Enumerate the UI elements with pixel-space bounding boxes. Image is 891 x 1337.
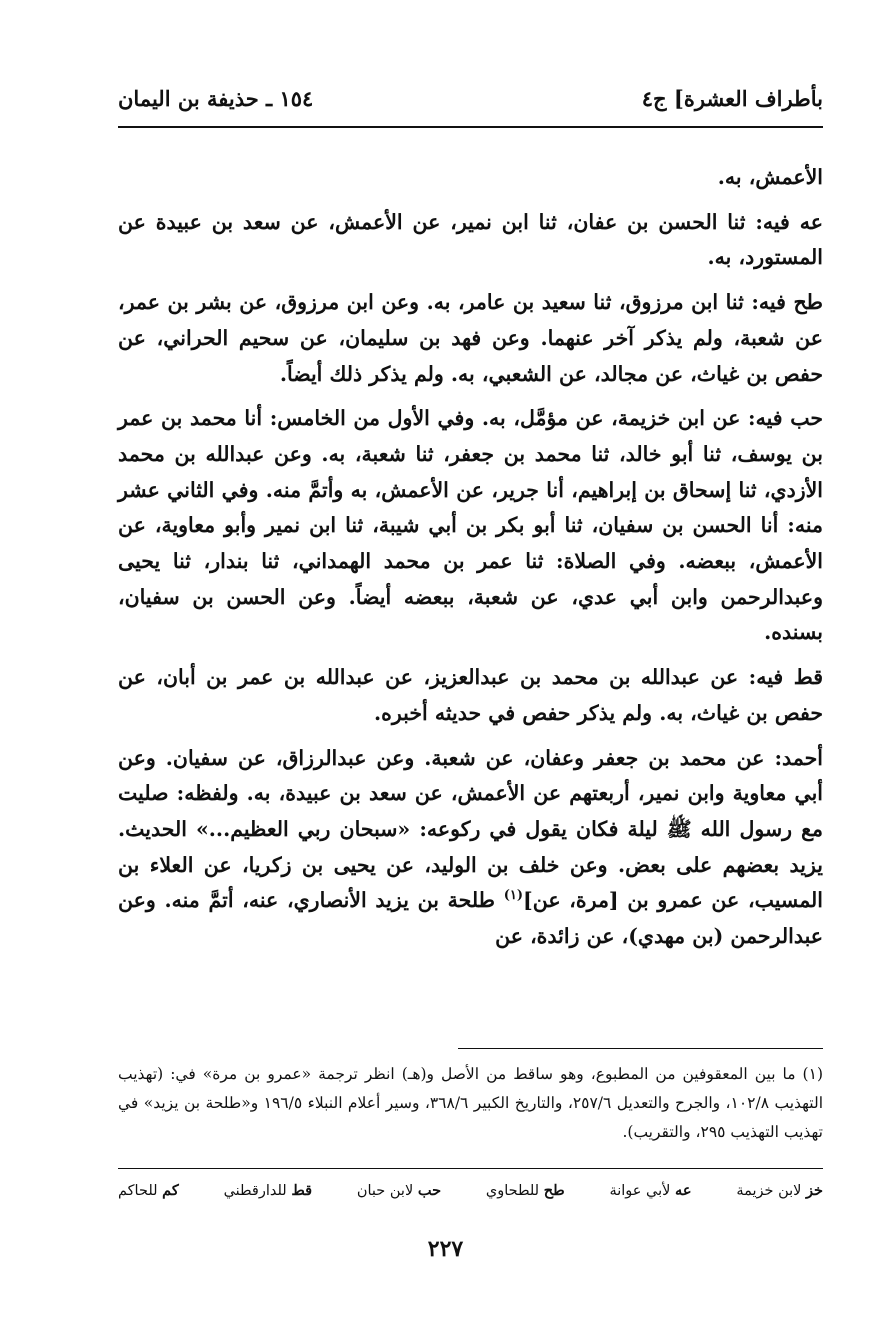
paragraph-abu-awana bbox=[118, 205, 823, 276]
paragraph-daraqutni bbox=[118, 660, 823, 731]
legend-name: للطحاوي bbox=[485, 1183, 540, 1199]
source-sigil: أحمد bbox=[782, 745, 823, 770]
footnote-text: (١) ما بين المعقوفين من المطبوع، وهو ساقط من الأصل و(هـ) انظر ترجمة «عمرو بن مرة» في: (تهذيب التهذيب ١٠٢/٨، والجرح والتعديل ٢٥٧/٦، والتاريخ الكبير ٣٦٨/٦، وسير أعلام النبلاء ١٩٦/٥ و«طلحة بن يزيد» في تهذيب التهذيب ٢٩٥، والتقريب). bbox=[118, 1065, 823, 1141]
paragraph-text: الأعمش، به. bbox=[717, 165, 823, 189]
legend-code: طح bbox=[543, 1182, 565, 1199]
paragraph-text: فيه: ثنا الحسن بن عفان، ثنا ابن نمير، عن الأعمش، عن سعد بن عبيدة عن المستورد، به. bbox=[118, 209, 823, 270]
legend-name: للحاكم bbox=[118, 1183, 158, 1199]
legend-code: قط bbox=[291, 1182, 313, 1199]
header-divider bbox=[118, 126, 823, 128]
paragraph-text: فيه: عن عبدالله بن محمد بن عبدالعزيز، عن عبدالله بن عمر بن أبان، عن حفص بن غياث، به. ولم يذكر حفص في حديثه أخبره. bbox=[118, 665, 823, 725]
paragraph-text-continued: طلحة بن يزيد الأنصاري، عنه، أتمَّ منه. وعن عبدالرحمن (بن مهدي)، عن زائدة، عن bbox=[118, 888, 823, 949]
legend-name: للدارقطني bbox=[223, 1183, 287, 1199]
paragraph-text: : عن محمد بن جعفر وعفان، عن شعبة. وعن عبدالرزاق، عن سفيان. وعن أبي معاوية وابن نمير، أربعتهم عن الأعمش، عن سعد بن عبيدة، به. ولفظه: صليت مع رسول الله ﷺ ليلة فكان يقول في ركوعه: «سبحان ربي العظيم...» الحديث. يزيد بعضهم على بعض. وعن خلف بن الوليد، عن يحيى بن زكريا، عن العلاء بن المسيب، عن عمرو بن [مرة، عن] bbox=[118, 745, 823, 913]
page-number: ٢٢٧ bbox=[427, 1236, 464, 1262]
legend-code: خز bbox=[806, 1182, 823, 1199]
footnote bbox=[118, 1060, 823, 1147]
legend-name: لابن حبان bbox=[356, 1183, 414, 1199]
legend-item bbox=[118, 1182, 179, 1199]
legend-divider bbox=[118, 1168, 823, 1169]
paragraph-tahawi bbox=[118, 285, 823, 392]
legend-code: كم bbox=[162, 1182, 179, 1199]
paragraph-continuation bbox=[118, 160, 823, 196]
legend-item bbox=[357, 1182, 441, 1199]
header-book-title: بأطراف العشرة] ج٤ bbox=[641, 85, 823, 111]
paragraph-text: فيه: ثنا ابن مرزوق، ثنا سعيد بن عامر، به. وعن ابن مرزوق، عن بشر بن عمر، عن شعبة، ولم يذكر آخر عنهما. وعن فهد بن سليمان، عن سحيم الحراني، عن حفص بن غياث، عن مجالد، عن الشعبي، به. ولم يذكر ذلك أيضاً. bbox=[118, 290, 823, 386]
header-chapter-title: ١٥٤ ـ حذيفة بن اليمان bbox=[118, 85, 314, 111]
paragraph-ibn-hibban bbox=[118, 401, 823, 651]
source-sigil: حب bbox=[790, 406, 823, 431]
legend-item bbox=[609, 1182, 691, 1199]
legend-item bbox=[736, 1182, 823, 1199]
legend-item bbox=[486, 1182, 565, 1199]
abbreviations-legend bbox=[118, 1182, 823, 1199]
source-sigil: عه bbox=[799, 209, 823, 234]
legend-item bbox=[224, 1182, 312, 1199]
footnote-divider bbox=[458, 1048, 823, 1049]
source-sigil: قط bbox=[793, 665, 823, 690]
legend-code: حب bbox=[417, 1182, 442, 1199]
legend-name: لابن خزيمة bbox=[736, 1183, 802, 1199]
main-text bbox=[118, 160, 823, 964]
paragraph-ahmad bbox=[118, 741, 823, 955]
source-sigil: طح bbox=[793, 290, 823, 315]
legend-name: لأبي عوانة bbox=[609, 1183, 671, 1199]
footnote-reference[interactable]: (١) bbox=[503, 888, 524, 904]
paragraph-text: فيه: عن ابن خزيمة، عن مؤمَّل، به. وفي الأول من الخامس: أنا محمد بن عمر بن يوسف، ثنا أبو خالد، ثنا محمد بن جعفر، ثنا شعبة، به. وعن عبدالله بن محمد الأزدي، ثنا إسحاق بن إبراهيم، أنا جرير، عن الأعمش، به وأتمَّ منه. وفي الثاني عشر منه: أنا الحسن بن سفيان، ثنا أبو بكر بن أبي شيبة، ثنا ابن نمير وأبو معاوية، عن الأعمش، ببعضه. وفي الصلاة: ثنا عمر بن محمد الهمداني، ثنا بندار، ثنا يحيى وعبدالرحمن وابن أبي عدي، عن شعبة، ببعضه أيضاً. وعن الحسن بن سفيان، بسنده. bbox=[118, 406, 823, 645]
running-header bbox=[118, 78, 823, 118]
legend-code: عه bbox=[675, 1182, 692, 1199]
